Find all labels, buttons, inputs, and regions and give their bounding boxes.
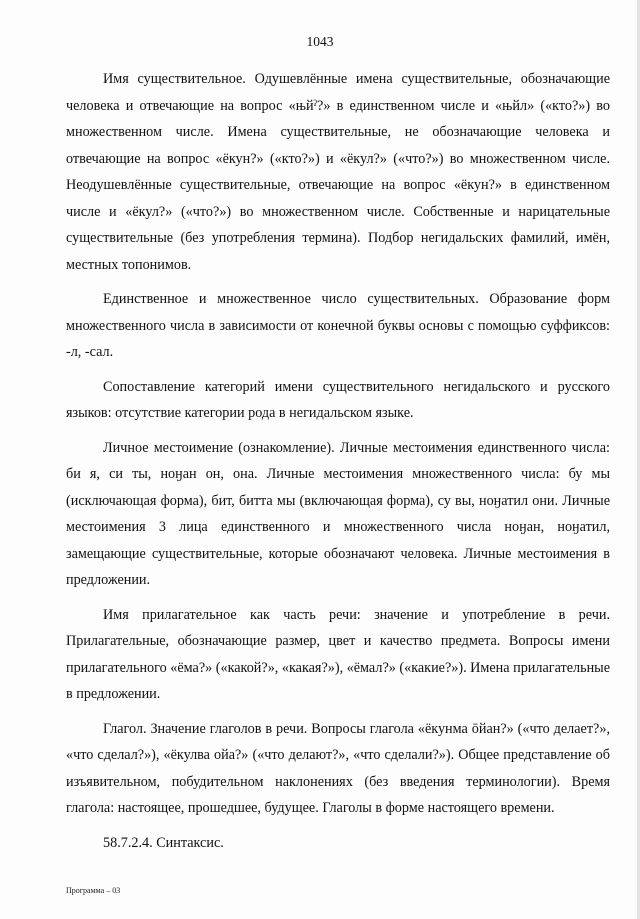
paragraph-number: Единственное и множественное число существительных. Образование форм множественного числа в зависимости от конечной буквы основы с помощью суффиксов: -л, -сал. [66, 291, 610, 360]
paragraph-verbs: Глагол. Значение глаголов в речи. Вопросы глагола «ёкунма ōйан?» («что делает?», «что сделал?»), «ёкулва ойа?» («что делают?», «что сделали?»). Общее представление об изъявительном, побудительном наклонениях (без введения терминологии). Время глагола: настоящее, прошедшее, будущее. Глаголы в форме настоящего времени. [66, 720, 610, 816]
paragraph-pronouns: Личное местоимение (ознакомление). Личные местоимения единственного числа: би я, си ты, ноӈан он, она. Личные местоимения множественного числа: бу мы (исключающая форма), бит, битта мы (включающая форма), су вы, ноӈатил они. Личные местоимения 3 лица единственного и множественного числа ноӈан, ноӈатил, замещающие существительные, которые обозначают человека. Личные местоимения в предложении. [66, 439, 610, 588]
footer-program-label: Программа – 03 [66, 886, 121, 895]
page-number: 1043 [306, 34, 334, 49]
paragraph-nouns: Имя существительное. Одушевлённые имена существительные, обозначающие человека и отвечающие на вопрос «њйˀ?» в единственном числе и «њйл» («кто?») во множественном числе. Имена существительные, не обозначающие человека и отвечающие на вопрос «ёкун?» («кто?») и «ёкул?» («что?») во множественном числе. Неодушевлённые существительные, отвечающие на вопрос «ёкун?» в единственном числе и «ёкул?» («что?») во множественном числе. Собственные и нарицательные существительные (без употребления термина). Подбор негидальских фамилий, имён, местных топонимов. [66, 71, 610, 273]
paragraph-syntax-heading: 58.7.2.4. Синтаксис. [103, 834, 224, 851]
body-text [66, 66, 610, 864]
paragraph-adjectives: Имя прилагательное как часть речи: значение и употребление в речи. Прилагательные, обозначающие размер, цвет и качество предмета. Вопросы имени прилагательного «ёма?» («какой?», «какая?»), «ёмал?» («какие?»). Имена прилагательные в предложении. [66, 606, 610, 702]
paragraph-comparison: Сопоставление категорий имени существительного негидальского и русского языков: отсутствие категории рода в негидальском языке. [66, 378, 610, 421]
